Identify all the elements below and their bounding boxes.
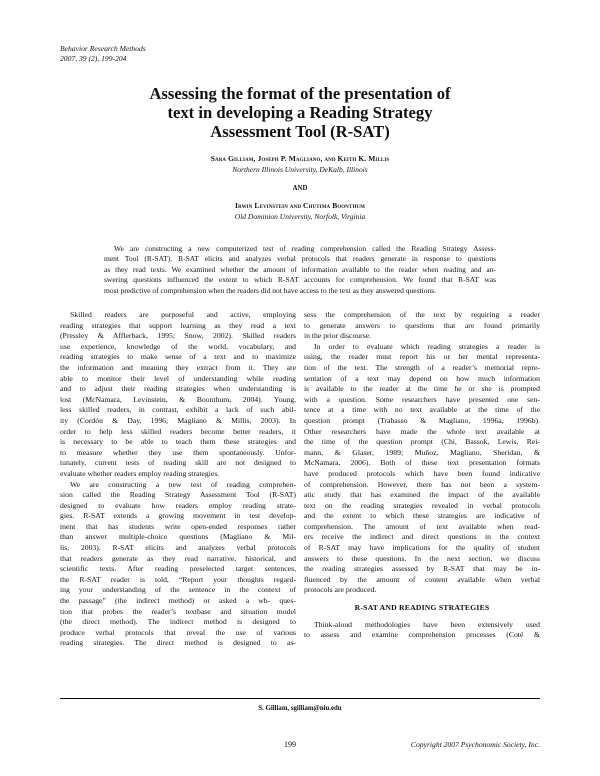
body-line: comprehension. The amount of text available when read- — [304, 521, 540, 531]
body-line: order to help less skilled readers become better readers, it — [60, 426, 296, 436]
left-column — [60, 310, 296, 649]
body-line: scientific texts. After reading preselected target sentences, — [60, 564, 296, 574]
body-line: sentation of a text may depend on how much information — [304, 373, 540, 383]
body-line: reading strategies. The direct method is designed to as- — [60, 638, 296, 648]
body-line: evaluate whether readers employ reading strategies. — [60, 468, 220, 478]
page-number: 199 — [284, 740, 296, 749]
body-line: McNamara, 2006). Both of these text presentation formats — [304, 458, 540, 468]
body-line: that readers generate as they read narrative, historical, and — [60, 553, 296, 563]
body-line: and to adjust their reading strategies when understanding is — [60, 384, 296, 394]
title-line: text in developing a Reading Strategy — [167, 103, 433, 122]
body-line: the time of the question prompt (Chi, Bassok, Lewis, Rei- — [304, 437, 540, 447]
body-line: with a question. Some researchers have presented one sen- — [304, 394, 540, 404]
right-column — [304, 310, 540, 641]
body-line: have produced protocols which have been found indicative — [304, 468, 540, 478]
body-line: mann, & Glaser, 1989; Muñoz, Magliano, Sheridan, & — [304, 447, 540, 457]
body-line: sion called the Reading Strategy Assessment Tool (R-SAT) — [60, 490, 296, 500]
body-line: gies. R-SAT extends a growing movement in test develop- — [60, 511, 296, 521]
body-line: produce verbal protocols that reveal the use of various — [60, 627, 296, 637]
body-line: using, the reader must report his or her mental representa- — [304, 352, 540, 362]
abstract-line: ment Tool (R-SAT). R-SAT elicits and analyzes verbal protocols that readers generate in response to questions — [104, 254, 496, 264]
body-line: designed to evaluate how readers employ reading strate- — [60, 500, 296, 510]
body-line: Think-aloud methodologies have been extensively used — [314, 619, 540, 629]
body-line: tunately, current tests of reading skill are not designed to — [60, 458, 296, 468]
body-line: sess the comprehension of the text by requiring a reader — [304, 310, 540, 319]
body-line: tion of the text. The strength of a reader’s memorial repre- — [304, 362, 540, 372]
body-line: ment that has students write open-ended responses rather — [60, 521, 296, 531]
abstract-line: We are constructing a new computerized test of reading comprehension called the Reading Strategy Assess- — [114, 244, 496, 253]
affiliation-1: Northern Illinois University, DeKalb, Illinois — [232, 165, 368, 174]
author-separator: AND — [292, 185, 308, 192]
body-line: than answer multiple-choice questions (Magliano & Mil- — [60, 532, 296, 542]
body-line: is available to the reader at the time he or she is prompted — [304, 384, 540, 394]
body-line: protocols are produced. — [304, 585, 377, 595]
body-line: to assess and examine comprehension processes (Coté & — [304, 630, 540, 640]
body-line: the reading strategies assessed by R-SAT that may be in- — [304, 564, 540, 574]
title-line: Assessing the format of the presentation of — [149, 84, 451, 103]
body-line: Skilled readers are purposeful and active, employing — [70, 310, 296, 319]
body-line: to measure whether they use them spontaneously. Unfor- — [60, 447, 296, 457]
body-line: lost (McNamara, Levinstein, & Boonthum, 2004). Young, — [60, 394, 296, 404]
title-line: Assessment Tool (R-SAT) — [210, 122, 390, 141]
body-line: reading strategies that support learning as they read a text — [60, 320, 296, 330]
body-line: in the prior discourse. — [304, 331, 372, 341]
body-line: atic study that has examined the impact of the available — [304, 490, 540, 500]
body-line: (Pressley & Afflerback, 1995; Snow, 2002). Skilled readers — [60, 331, 296, 341]
body-line: of R-SAT may have implications for the quality of student — [304, 543, 540, 553]
abstract-line: swering questions influenced the extent to which R-SAT accounts for comprehension. We found that R-SAT was — [104, 275, 496, 285]
author-footnote: S. Gilliam, sgilliam@niu.edu — [258, 705, 342, 712]
body-line: In order to evaluate which reading strategies a reader is — [314, 341, 540, 351]
author-list-2: Irwin Levinstein and Chutima Boonthum — [235, 201, 365, 210]
body-line: text on the reading strategies revealed in verbal protocols — [304, 500, 540, 510]
affiliation-2: Old Dominion University, Norfolk, Virginia — [234, 212, 366, 221]
article-title — [80, 84, 520, 141]
body-line: lis, 2003). R-SAT elicits and analyzes verbal protocols — [60, 543, 296, 553]
body-line: ing your understanding of the sentence in the context of — [60, 585, 296, 595]
body-line: use experience, knowledge of the world, vocabulary, and — [60, 341, 296, 351]
body-line: (the direct method). The indirect method is designed to — [60, 617, 296, 627]
journal-citation: 2007, 39 (2), 199-204 — [60, 54, 127, 63]
body-line: the passage” (the indirect method) or asked a wh- ques- — [60, 596, 296, 606]
body-line: fluenced by the amount of content available when verbal — [304, 574, 540, 584]
body-line: question prompt (Trabasso & Magliano, 1996a, 1996b). — [304, 415, 540, 425]
body-line: We are constructing a new test of reading comprehen- — [70, 479, 296, 489]
author-list-1: Sara Gilliam, Joseph P. Magliano, and Keith K. Millis — [210, 154, 390, 163]
body-line: and the extent to which these strategies are indicative of — [304, 511, 540, 521]
body-line: the R-SAT reader is told, “Report your thoughts regard- — [60, 574, 296, 584]
body-line: tence at a time with no text available at the time of the — [304, 405, 540, 415]
body-line: is necessary to be able to teach them these strategies and — [60, 437, 296, 447]
section-heading: R-SAT AND READING STRATEGIES — [354, 603, 490, 613]
abstract — [104, 244, 496, 296]
body-line: reading strategies to make sense of a text and to maximize — [60, 352, 296, 362]
body-line: tion that probes the reader’s textbase and situation model — [60, 606, 296, 616]
journal-name: Behavior Research Methods — [60, 44, 146, 53]
body-line: ity (Cordón & Day, 1996; Magliano & Millis, 2003). In — [60, 415, 296, 425]
body-line: of comprehension. However, there has not been a system- — [304, 479, 540, 489]
body-line: able to monitor their level of understanding while reading — [60, 373, 296, 383]
abstract-line: as they read texts. We examined whether the amount of information available to the reader when reading and an- — [104, 264, 496, 274]
body-line: the information and meaning they extract from it. They are — [60, 362, 296, 372]
abstract-line: most predictive of comprehension when the readers did not have access to the text as they answered questions. — [104, 285, 436, 295]
body-line: ers receive the indirect and direct questions in the context — [304, 532, 540, 542]
body-line: Other researchers have made the whole text available at — [304, 426, 540, 436]
body-line: to generate answers to questions that are found primarily — [304, 320, 540, 330]
body-line: less skilled readers, in contrast, exhibit a lack of such abil- — [60, 405, 296, 415]
journal-header — [60, 44, 146, 64]
footnote-rule — [60, 698, 540, 699]
copyright-notice: Copyright 2007 Psychonomic Society, Inc. — [410, 740, 540, 749]
body-line: answers to these questions. In the next section, we discuss — [304, 553, 540, 563]
